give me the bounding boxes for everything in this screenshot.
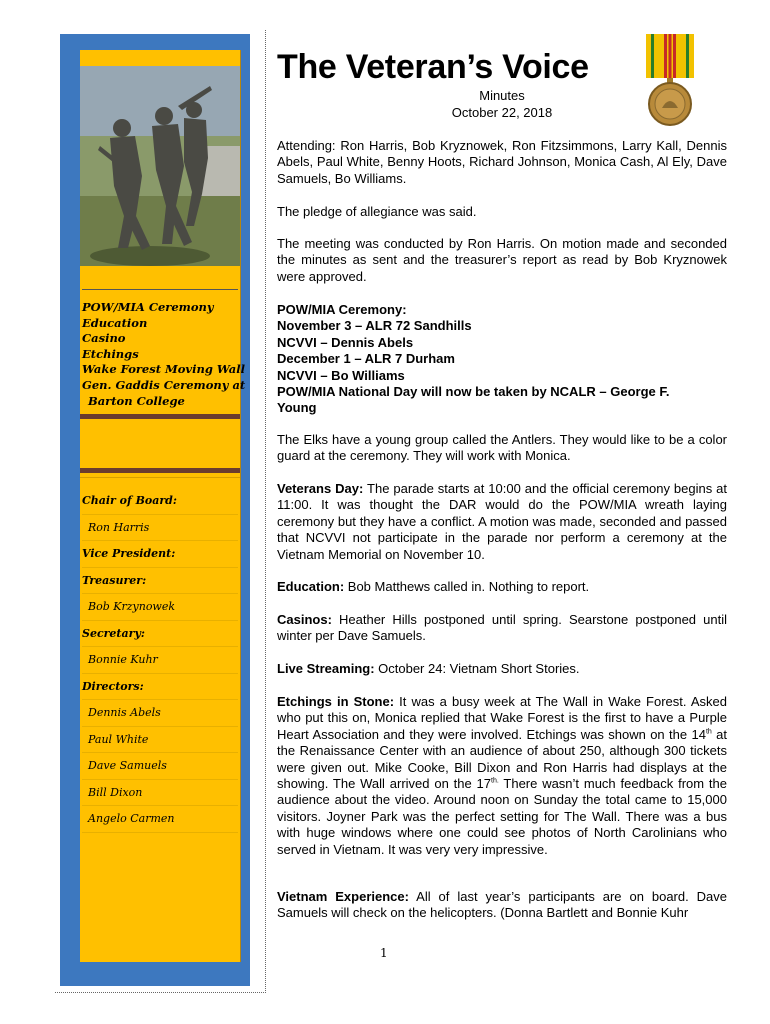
sidebar-event: Etchings: [82, 346, 139, 361]
section-text: There wasn’t much feedback from the audience about the video. Around noon on Sunday the total came to 15,000 visitors. Joyner Park was the perfect setting for The Wall. There was a bus with huge windows where one could see photos of North Carolinians who served in Vietnam. It was very very impressive.: [277, 776, 727, 857]
section-label: Live Streaming:: [277, 661, 375, 676]
memorial-statue-photo: [80, 66, 240, 266]
officer-role: Treasurer:: [82, 568, 238, 595]
officer-name: Paul White: [82, 727, 238, 754]
ordinal-suffix: th.: [491, 777, 499, 785]
casinos-paragraph: [277, 612, 727, 645]
pow-mia-line: NCVVI – Bo Williams: [277, 367, 405, 383]
section-text: October 24: Vietnam Short Stories.: [374, 661, 580, 676]
section-label: Veterans Day:: [277, 481, 364, 496]
section-text: It was a busy week at The Wall in Wake Forest. Asked who put this on, Monica replied that Wake Forest is the first to have a Purple Heart Association and they were involved. Etchings was shown on the 14: [277, 694, 727, 742]
pow-mia-line: December 1 – ALR 7 Durham: [277, 351, 455, 367]
education-paragraph: [277, 579, 727, 595]
section-text: The parade starts at 10:00 and the official ceremony begins at 11:00. It was thought the DAR would do the POW/MIA wreath laying ceremony but they have a conflict. A motion was made, seconded and passed that NCVVI not participate in the parade nor perform a ceremony at the Vietnam Memorial on November 10.: [277, 481, 728, 562]
elks-paragraph: The Elks have a young group called the Antlers. They would like to be a color guard at the ceremony. They will work with Monica.: [277, 432, 727, 464]
minutes-label: Minutes: [479, 88, 525, 103]
sidebar-event: Gen. Gaddis Ceremony at: [82, 377, 246, 392]
sidebar-event: Casino: [82, 331, 126, 346]
officer-name: Dave Samuels: [82, 753, 238, 780]
officer-name: Bonnie Kuhr: [82, 647, 238, 674]
section-label: Etchings in Stone:: [277, 694, 395, 709]
meeting-paragraph: The meeting was conducted by Ron Harris. On motion made and seconded the minutes as sent and the treasurer’s report as read by Bob Kryznowek were approved.: [277, 236, 727, 284]
sidebar-event: Education: [82, 315, 148, 330]
pow-mia-line: POW/MIA Ceremony:: [277, 302, 407, 317]
officer-name: Bob Krzynowek: [82, 594, 238, 621]
officer-name: Bill Dixon: [82, 780, 238, 807]
meeting-date: October 22, 2018: [451, 105, 553, 120]
sidebar-event: POW/MIA Ceremony: [82, 300, 214, 314]
officer-role: Secretary:: [82, 621, 238, 648]
statue-illustration: [80, 66, 240, 266]
officer-role: Directors:: [82, 674, 238, 701]
page-number: 1: [380, 946, 388, 960]
pow-mia-line: NCVVI – Dennis Abels: [277, 334, 414, 350]
sidebar-divider: [80, 468, 240, 473]
sidebar-divider: [80, 414, 240, 419]
section-text: All of last year’s participants are on board. Dave Samuels will check on the helicopters. (Donna Bartlett and Bonnie Kuhr: [277, 889, 727, 921]
live-streaming-paragraph: [277, 661, 727, 677]
section-text: Heather Hills postponed until spring. Searstone postponed until winter per Dave Samuels.: [277, 612, 727, 644]
etchings-paragraph: [277, 694, 727, 858]
officer-name: Ron Harris: [82, 515, 238, 542]
section-text: Bob Matthews called in. Nothing to report.: [344, 579, 590, 594]
section-label: Vietnam Experience:: [277, 889, 409, 904]
veterans-day-paragraph: [277, 481, 727, 563]
sidebar-divider: [82, 289, 238, 290]
sidebar-officers: [82, 488, 238, 833]
ordinal-suffix: th: [705, 728, 712, 736]
pow-mia-section: [277, 302, 727, 417]
officer-role: Chair of Board:: [82, 488, 238, 515]
pledge-paragraph: The pledge of allegiance was said.: [277, 204, 477, 219]
sidebar-event: Barton College: [88, 393, 185, 408]
sidebar-events: [82, 300, 246, 409]
officer-role: Vice President:: [82, 541, 238, 568]
sidebar-divider: [80, 477, 240, 478]
sidebar-event: Wake Forest Moving Wall: [82, 362, 245, 377]
pow-mia-line: Young: [277, 400, 317, 416]
page-title: The Veteran’s Voice: [277, 48, 589, 86]
section-text: at the Renaissance Center with an audience of about 250, although 300 tickets were given out. Mike Cooke, Bill Dixon and Ron Harris had displays at the showing. The Wall arrived on the 17: [277, 726, 727, 792]
vietnam-experience-paragraph: [277, 889, 727, 922]
officer-name: Angelo Carmen: [82, 806, 238, 833]
pow-mia-line: November 3 – ALR 72 Sandhills: [277, 318, 472, 334]
attending-paragraph: Attending: Ron Harris, Bob Kryznowek, Ron Fitzsimmons, Larry Kall, Dennis Abels, Paul White, Benny Hoots, Richard Johnson, Monica Cash, Al Ely, Dave Samuels, Bo Williams.: [277, 138, 727, 186]
officer-name: Dennis Abels: [82, 700, 238, 727]
section-label: Education:: [277, 579, 345, 594]
section-label: Casinos:: [277, 612, 332, 627]
pow-mia-line: POW/MIA National Day will now be taken by NCALR – George F.: [277, 384, 670, 400]
